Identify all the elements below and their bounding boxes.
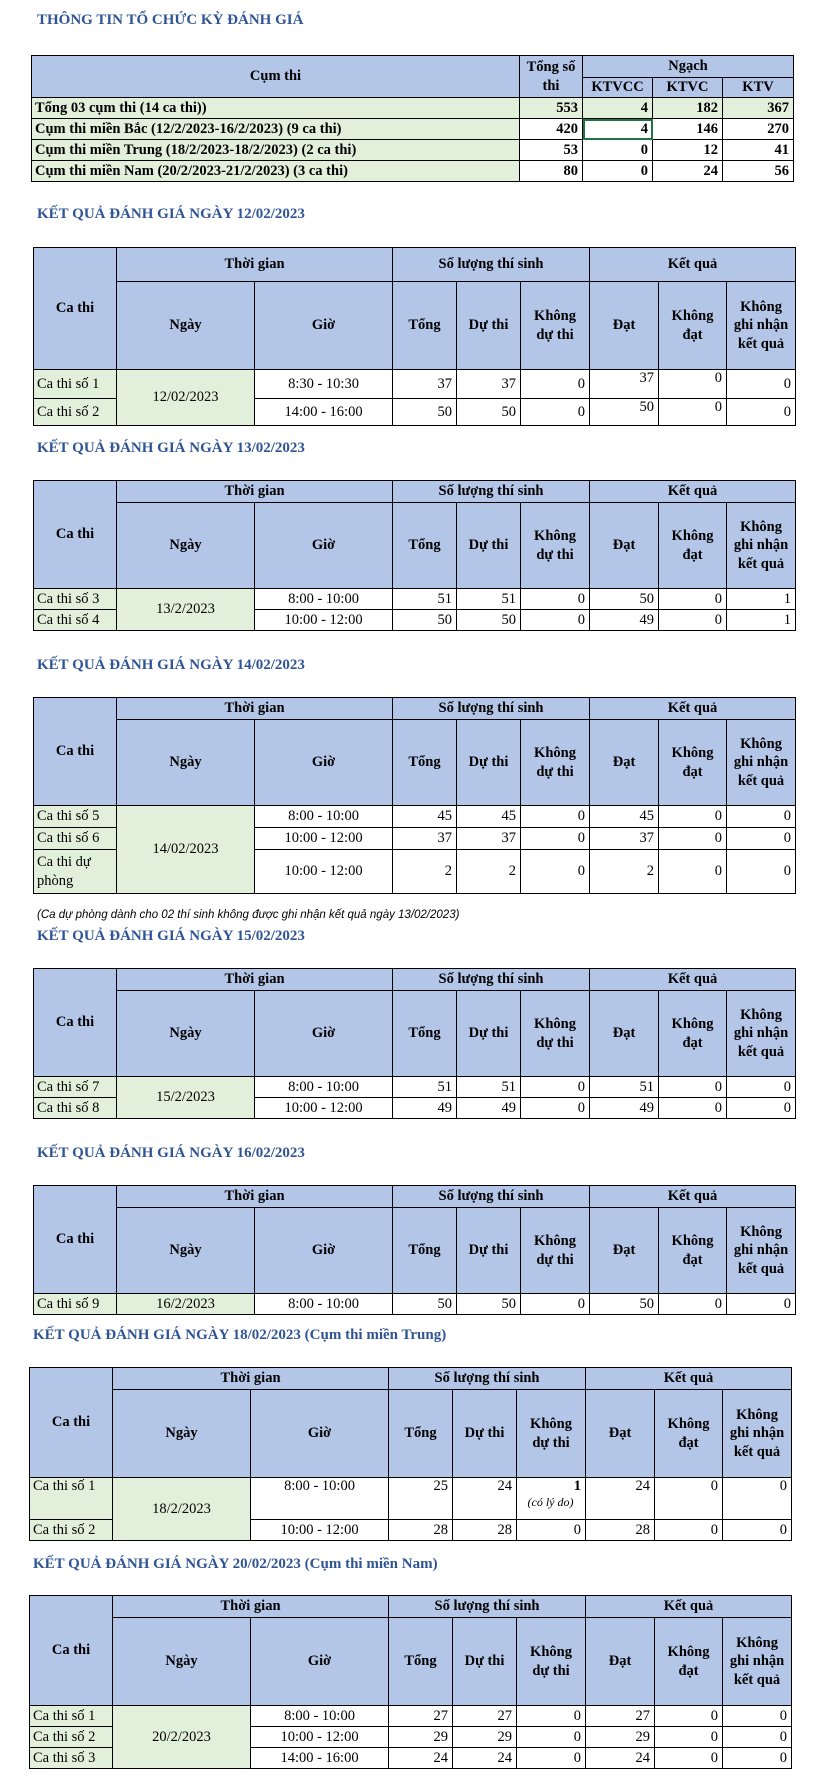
session-time: 10:00 - 12:00 (251, 1727, 389, 1748)
header-unrecorded: Không ghi nhận kết quả (723, 1618, 792, 1706)
failed-value: 0 (659, 399, 727, 426)
absent-value: 0 (521, 610, 590, 631)
table-row (30, 1706, 792, 1727)
table-row (34, 589, 796, 610)
header-failed: Không đạt (659, 503, 727, 589)
table-row (34, 1077, 796, 1098)
day-result-table (33, 1185, 796, 1315)
day-heading: KẾT QUẢ ĐÁNH GIÁ NGÀY 18/02/2023 (Cụm thi miền Trung) (33, 1327, 447, 1343)
header-result: Kết quả (586, 1368, 792, 1390)
session-label: Ca thi số 6 (34, 828, 117, 850)
unrecorded-value: 1 (727, 610, 796, 631)
absent-value: 0 (521, 1098, 590, 1119)
session-time: 8:00 - 10:00 (251, 1478, 389, 1520)
total-value: 420 (520, 119, 583, 140)
org-info-heading: THÔNG TIN TỔ CHỨC KỲ ĐÁNH GIÁ (37, 12, 304, 28)
header-total: Tổng (389, 1618, 453, 1706)
header-session: Ca thi (34, 1186, 117, 1294)
header-hour: Giờ (255, 991, 393, 1077)
header-passed: Đạt (586, 1618, 655, 1706)
day-result-table (29, 1367, 792, 1541)
attended-value: 24 (453, 1748, 517, 1769)
attended-value: 24 (453, 1478, 517, 1520)
header-candidates: Số lượng thí sinh (393, 248, 590, 282)
header-passed: Đạt (590, 991, 659, 1077)
passed-value: 29 (586, 1727, 655, 1748)
table-row (32, 161, 794, 182)
session-label: Ca thi số 1 (30, 1706, 113, 1727)
total-value: 37 (393, 370, 457, 399)
day-result-table (33, 480, 796, 631)
absent-cell (517, 1478, 586, 1520)
header-failed: Không đạt (655, 1390, 723, 1478)
header-result: Kết quả (590, 698, 796, 720)
absent-value: 0 (517, 1706, 586, 1727)
attended-value: 49 (457, 1098, 521, 1119)
attended-value: 51 (457, 589, 521, 610)
session-label: Ca thi số 9 (34, 1294, 117, 1315)
day-result-table (33, 247, 796, 426)
header-time: Thời gian (113, 1596, 389, 1618)
header-time: Thời gian (117, 969, 393, 991)
unrecorded-value: 0 (723, 1706, 792, 1727)
session-time: 8:00 - 10:00 (251, 1706, 389, 1727)
header-cluster: Cụm thi (32, 56, 520, 98)
header-total: Tổng (393, 991, 457, 1077)
cluster-label: Tổng 03 cụm thi (14 ca thi)) (32, 98, 520, 119)
backup-session-note: (Ca dự phòng dành cho 02 thí sinh không được ghi nhận kết quả ngày 13/02/2023) (37, 909, 460, 921)
header-time: Thời gian (117, 481, 393, 503)
header-absent: Không dự thi (517, 1390, 586, 1478)
header-attended: Dự thi (457, 282, 521, 370)
passed-value: 51 (590, 1077, 659, 1098)
header-time: Thời gian (113, 1368, 389, 1390)
header-attended: Dự thi (457, 503, 521, 589)
header-date: Ngày (117, 282, 255, 370)
session-time: 8:30 - 10:30 (255, 370, 393, 399)
passed-value: 28 (586, 1520, 655, 1541)
total-value: 29 (389, 1727, 453, 1748)
session-label: Ca thi số 1 (30, 1478, 113, 1520)
header-date: Ngày (117, 720, 255, 806)
session-time: 10:00 - 12:00 (255, 610, 393, 631)
absent-value: 0 (517, 1727, 586, 1748)
passed-value: 50 (590, 1294, 659, 1315)
session-date: 16/2/2023 (117, 1294, 255, 1315)
header-absent: Không dự thi (521, 991, 590, 1077)
table-row (32, 119, 794, 140)
passed-value: 37 (590, 370, 659, 399)
header-unrecorded: Không ghi nhận kết quả (727, 1208, 796, 1294)
header-date: Ngày (113, 1618, 251, 1706)
header-absent: Không dự thi (521, 503, 590, 589)
session-label: Ca thi số 2 (30, 1520, 113, 1541)
header-hour: Giờ (251, 1390, 389, 1478)
header-total: Tổng (389, 1390, 453, 1478)
header-ktvcc: KTVCC (583, 78, 653, 98)
session-time: 14:00 - 16:00 (255, 399, 393, 426)
header-session: Ca thi (30, 1368, 113, 1478)
unrecorded-value: 0 (723, 1727, 792, 1748)
header-unrecorded: Không ghi nhận kết quả (727, 720, 796, 806)
passed-value: 50 (590, 399, 659, 426)
header-attended: Dự thi (457, 991, 521, 1077)
failed-value: 0 (659, 610, 727, 631)
table-row (30, 1478, 792, 1520)
session-time: 8:00 - 10:00 (255, 1077, 393, 1098)
ktvcc-value: 0 (583, 161, 653, 182)
session-time: 10:00 - 12:00 (255, 828, 393, 850)
header-attended: Dự thi (457, 720, 521, 806)
passed-value: 50 (590, 589, 659, 610)
ktvc-value: 24 (653, 161, 723, 182)
header-unrecorded: Không ghi nhận kết quả (727, 282, 796, 370)
day-heading: KẾT QUẢ ĐÁNH GIÁ NGÀY 14/02/2023 (37, 657, 305, 673)
total-value: 80 (520, 161, 583, 182)
attended-value: 51 (457, 1077, 521, 1098)
attended-value: 50 (457, 610, 521, 631)
header-result: Kết quả (586, 1596, 792, 1618)
session-date: 13/2/2023 (117, 589, 255, 631)
header-passed: Đạt (590, 720, 659, 806)
session-label: Ca thi dự phòng (34, 850, 117, 894)
unrecorded-value: 0 (723, 1748, 792, 1769)
total-value: 25 (389, 1478, 453, 1520)
failed-value: 0 (655, 1748, 723, 1769)
session-time: 8:00 - 10:00 (255, 806, 393, 828)
day-heading: KẾT QUẢ ĐÁNH GIÁ NGÀY 15/02/2023 (37, 928, 305, 944)
total-value: 51 (393, 589, 457, 610)
unrecorded-value: 0 (723, 1478, 792, 1520)
header-session: Ca thi (34, 969, 117, 1077)
header-result: Kết quả (590, 969, 796, 991)
header-hour: Giờ (255, 503, 393, 589)
session-time: 10:00 - 12:00 (255, 850, 393, 894)
header-time: Thời gian (117, 1186, 393, 1208)
header-session: Ca thi (30, 1596, 113, 1706)
header-total: Tổng (393, 503, 457, 589)
attended-value: 28 (453, 1520, 517, 1541)
header-candidates: Số lượng thí sinh (393, 698, 590, 720)
header-total: Tổng (393, 1208, 457, 1294)
session-label: Ca thi số 2 (30, 1727, 113, 1748)
header-absent: Không dự thi (521, 1208, 590, 1294)
header-passed: Đạt (590, 1208, 659, 1294)
day-heading: KẾT QUẢ ĐÁNH GIÁ NGÀY 13/02/2023 (37, 440, 305, 456)
failed-value: 0 (655, 1478, 723, 1520)
header-candidates: Số lượng thí sinh (393, 481, 590, 503)
table-row (34, 370, 796, 399)
header-time: Thời gian (117, 698, 393, 720)
failed-value: 0 (655, 1706, 723, 1727)
day-result-table (33, 968, 796, 1119)
session-time: 14:00 - 16:00 (251, 1748, 389, 1769)
day-heading: KẾT QUẢ ĐÁNH GIÁ NGÀY 16/02/2023 (37, 1145, 305, 1161)
header-attended: Dự thi (457, 1208, 521, 1294)
unrecorded-value: 0 (727, 1098, 796, 1119)
absent-value: 0 (521, 806, 590, 828)
ktvc-value: 12 (653, 140, 723, 161)
header-total: Tổng (393, 282, 457, 370)
total-value: 50 (393, 399, 457, 426)
absent-value: 0 (521, 589, 590, 610)
ktv-value: 367 (723, 98, 794, 119)
unrecorded-value: 0 (727, 806, 796, 828)
session-date: 20/2/2023 (113, 1706, 251, 1769)
session-date: 14/02/2023 (117, 806, 255, 894)
total-value: 37 (393, 828, 457, 850)
total-value: 51 (393, 1077, 457, 1098)
absent-value: 0 (521, 828, 590, 850)
attended-value: 27 (453, 1706, 517, 1727)
header-unrecorded: Không ghi nhận kết quả (727, 991, 796, 1077)
header-ktv: KTV (723, 78, 794, 98)
header-failed: Không đạt (659, 720, 727, 806)
header-candidates: Số lượng thí sinh (393, 969, 590, 991)
unrecorded-value: 0 (727, 850, 796, 894)
absent-value: 0 (521, 850, 590, 894)
passed-value: 2 (590, 850, 659, 894)
attended-value: 50 (457, 399, 521, 426)
header-time: Thời gian (117, 248, 393, 282)
failed-value: 0 (659, 806, 727, 828)
unrecorded-value: 0 (727, 399, 796, 426)
session-label: Ca thi số 7 (34, 1077, 117, 1098)
ktv-value: 41 (723, 140, 794, 161)
ktvc-value: 146 (653, 119, 723, 140)
absent-value: 0 (521, 1294, 590, 1315)
attended-value: 37 (457, 828, 521, 850)
session-label: Ca thi số 2 (34, 399, 117, 426)
ktvcc-value[interactable]: 4 (583, 119, 653, 140)
table-row (32, 98, 794, 119)
attended-value: 29 (453, 1727, 517, 1748)
total-value: 50 (393, 610, 457, 631)
header-unrecorded: Không ghi nhận kết quả (723, 1390, 792, 1478)
absent-value: 0 (517, 1748, 586, 1769)
cluster-label: Cụm thi miền Nam (20/2/2023-21/2/2023) (3 ca thi) (32, 161, 520, 182)
session-time: 10:00 - 12:00 (251, 1520, 389, 1541)
absent-value: 0 (521, 370, 590, 399)
absent-reason-note: (có lý do) (527, 1495, 574, 1509)
header-passed: Đạt (590, 503, 659, 589)
unrecorded-value: 0 (727, 370, 796, 399)
session-time: 10:00 - 12:00 (255, 1098, 393, 1119)
absent-value: 0 (521, 399, 590, 426)
passed-value: 49 (590, 610, 659, 631)
unrecorded-value: 0 (727, 828, 796, 850)
session-label: Ca thi số 8 (34, 1098, 117, 1119)
header-result: Kết quả (590, 481, 796, 503)
header-total: Tổng (393, 720, 457, 806)
header-date: Ngày (117, 1208, 255, 1294)
failed-value: 0 (659, 1294, 727, 1315)
header-date: Ngày (113, 1390, 251, 1478)
cluster-label: Cụm thi miền Bắc (12/2/2023-16/2/2023) (9 ca thi) (32, 119, 520, 140)
passed-value: 49 (590, 1098, 659, 1119)
total-value: 553 (520, 98, 583, 119)
header-absent: Không dự thi (521, 720, 590, 806)
unrecorded-value: 0 (727, 1077, 796, 1098)
header-result: Kết quả (590, 1186, 796, 1208)
failed-value: 0 (659, 850, 727, 894)
org-info-table (31, 55, 794, 182)
ktvcc-value: 4 (583, 98, 653, 119)
session-label: Ca thi số 3 (34, 589, 117, 610)
total-value: 28 (389, 1520, 453, 1541)
session-date: 18/2/2023 (113, 1478, 251, 1541)
total-value: 50 (393, 1294, 457, 1315)
header-absent: Không dự thi (517, 1618, 586, 1706)
total-value: 49 (393, 1098, 457, 1119)
unrecorded-value: 0 (723, 1520, 792, 1541)
session-label: Ca thi số 4 (34, 610, 117, 631)
header-ktvc: KTVC (653, 78, 723, 98)
header-candidates: Số lượng thí sinh (393, 1186, 590, 1208)
header-rank: Ngạch (583, 56, 794, 78)
session-time: 8:00 - 10:00 (255, 589, 393, 610)
attended-value: 50 (457, 1294, 521, 1315)
ktvc-value: 182 (653, 98, 723, 119)
failed-value: 0 (659, 828, 727, 850)
absent-value: 1 (573, 1478, 582, 1494)
header-session: Ca thi (34, 698, 117, 806)
day-heading: KẾT QUẢ ĐÁNH GIÁ NGÀY 20/02/2023 (Cụm thi miền Nam) (33, 1556, 438, 1572)
absent-value: 0 (521, 1077, 590, 1098)
ktvcc-value: 0 (583, 140, 653, 161)
failed-value: 0 (659, 1077, 727, 1098)
failed-value: 0 (659, 1098, 727, 1119)
header-attended: Dự thi (453, 1618, 517, 1706)
header-session: Ca thi (34, 481, 117, 589)
absent-value: 0 (517, 1520, 586, 1541)
header-hour: Giờ (255, 1208, 393, 1294)
session-date: 12/02/2023 (117, 370, 255, 426)
passed-value: 45 (590, 806, 659, 828)
header-failed: Không đạt (655, 1618, 723, 1706)
header-absent: Không dự thi (521, 282, 590, 370)
total-value: 24 (389, 1748, 453, 1769)
failed-value: 0 (655, 1727, 723, 1748)
ktv-value: 270 (723, 119, 794, 140)
passed-value: 24 (586, 1478, 655, 1520)
total-value: 27 (389, 1706, 453, 1727)
total-value: 2 (393, 850, 457, 894)
failed-value: 0 (655, 1520, 723, 1541)
header-hour: Giờ (251, 1618, 389, 1706)
header-candidates: Số lượng thí sinh (389, 1368, 586, 1390)
day-heading: KẾT QUẢ ĐÁNH GIÁ NGÀY 12/02/2023 (37, 206, 305, 222)
attended-value: 37 (457, 370, 521, 399)
table-row (34, 806, 796, 828)
failed-value: 0 (659, 370, 727, 399)
header-hour: Giờ (255, 282, 393, 370)
header-date: Ngày (117, 991, 255, 1077)
header-passed: Đạt (586, 1390, 655, 1478)
attended-value: 2 (457, 850, 521, 894)
session-label: Ca thi số 5 (34, 806, 117, 828)
header-hour: Giờ (255, 720, 393, 806)
header-session: Ca thi (34, 248, 117, 370)
passed-value: 37 (590, 828, 659, 850)
session-label: Ca thi số 1 (34, 370, 117, 399)
header-failed: Không đạt (659, 991, 727, 1077)
table-row (32, 140, 794, 161)
day-result-table (33, 697, 796, 894)
table-row (34, 1294, 796, 1315)
header-result: Kết quả (590, 248, 796, 282)
day-result-table (29, 1595, 792, 1769)
passed-value: 27 (586, 1706, 655, 1727)
total-value: 45 (393, 806, 457, 828)
unrecorded-value: 0 (727, 1294, 796, 1315)
cluster-label: Cụm thi miền Trung (18/2/2023-18/2/2023) (2 ca thi) (32, 140, 520, 161)
passed-value: 24 (586, 1748, 655, 1769)
session-date: 15/2/2023 (117, 1077, 255, 1119)
ktv-value: 56 (723, 161, 794, 182)
failed-value: 0 (659, 589, 727, 610)
session-label: Ca thi số 3 (30, 1748, 113, 1769)
header-date: Ngày (117, 503, 255, 589)
session-time: 8:00 - 10:00 (255, 1294, 393, 1315)
header-attended: Dự thi (453, 1390, 517, 1478)
attended-value: 45 (457, 806, 521, 828)
header-failed: Không đạt (659, 282, 727, 370)
unrecorded-value: 1 (727, 589, 796, 610)
header-failed: Không đạt (659, 1208, 727, 1294)
header-candidates: Số lượng thí sinh (389, 1596, 586, 1618)
header-passed: Đạt (590, 282, 659, 370)
header-unrecorded: Không ghi nhận kết quả (727, 503, 796, 589)
total-value: 53 (520, 140, 583, 161)
header-total-exams: Tổng số thi (520, 56, 583, 98)
